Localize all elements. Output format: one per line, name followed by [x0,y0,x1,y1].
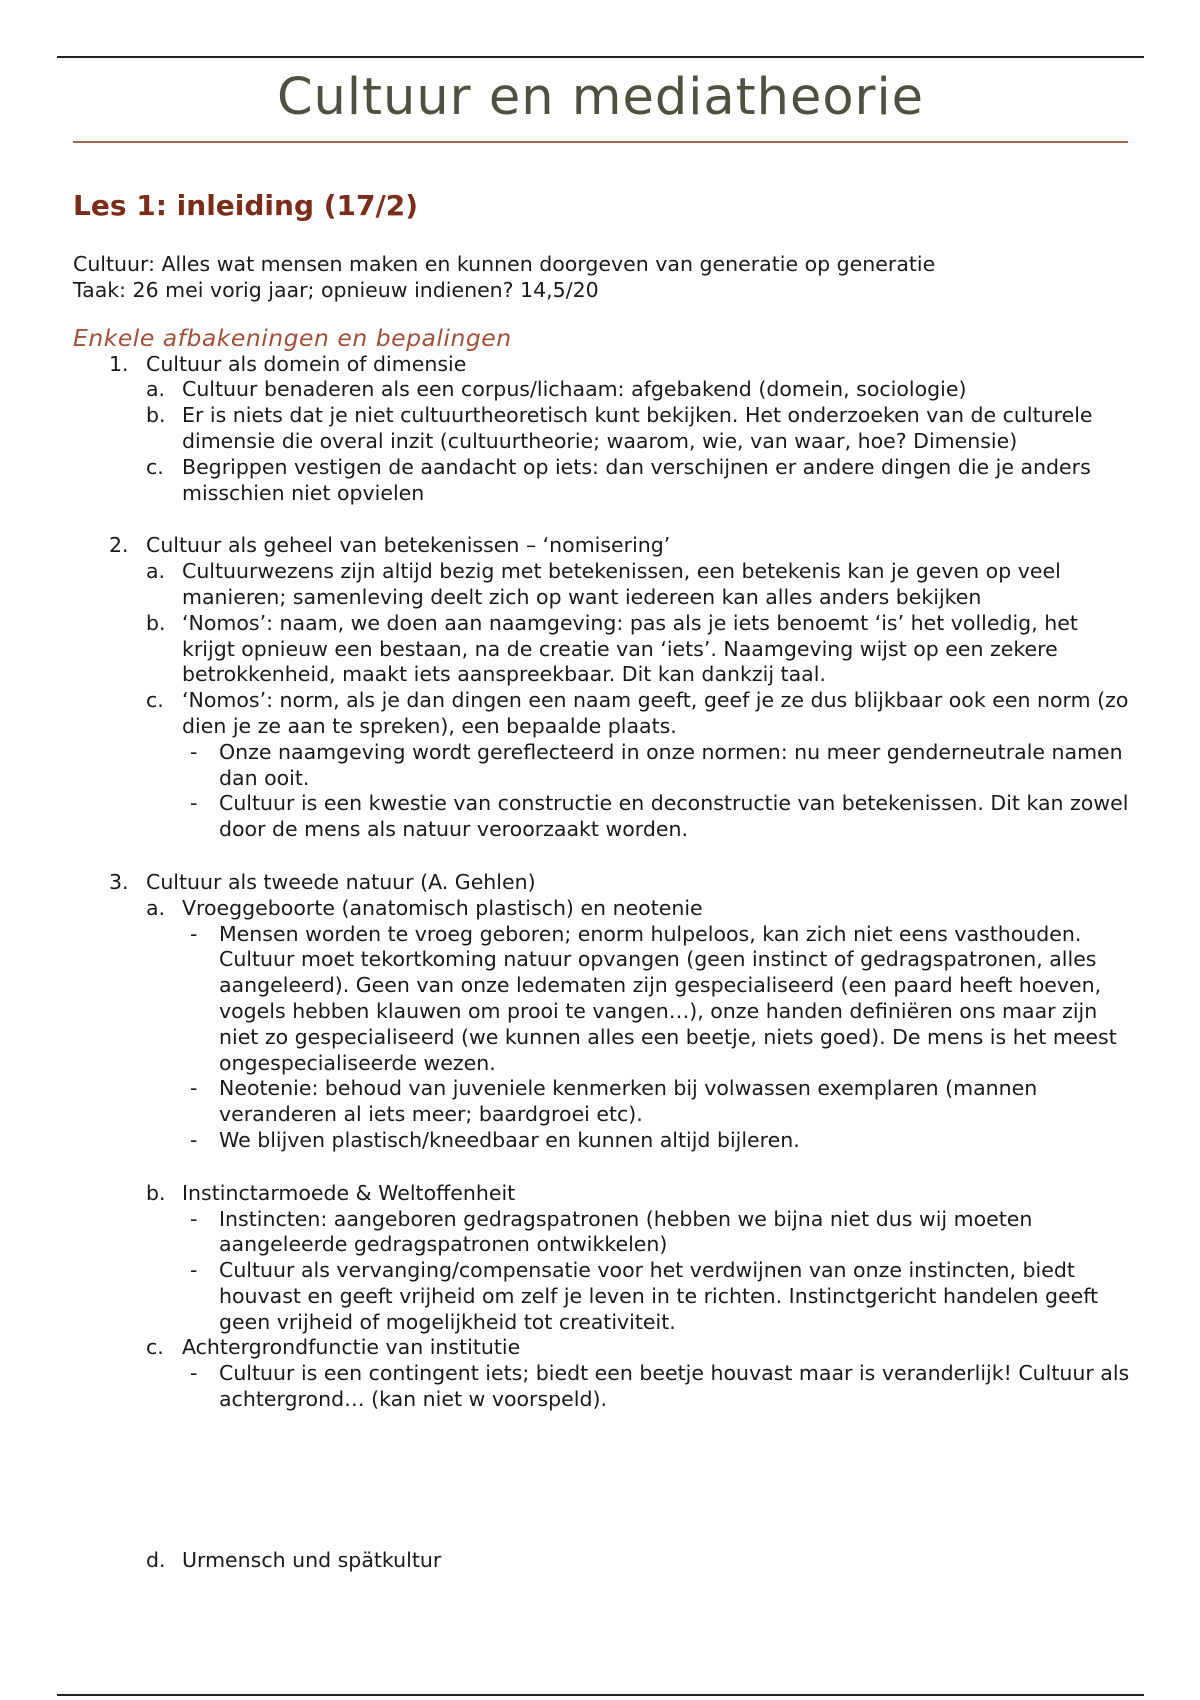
sub-letter: b. [146,610,166,635]
bullet-item [182,1258,1133,1335]
sub-letter: c. [146,454,164,479]
bullet-item [182,1361,1133,1413]
bullet-marker: - [190,1206,198,1231]
bullet-item [182,1128,1133,1154]
bullet-item [182,740,1133,792]
document-body [73,188,1133,1574]
title-underline [73,141,1128,143]
document-title: Cultuur en mediatheorie [276,68,925,127]
sub-letter: c. [146,688,164,713]
list-item [73,533,1133,843]
sub-text: Cultuur benaderen als een corpus/lichaam: afgebakend (domein, sociologie) [182,377,967,402]
bullet-item [182,1076,1133,1128]
sub-letter: c. [146,1335,164,1360]
section-heading: Les 1: inleiding (17/2) [73,189,419,222]
sub-text: Urmensch und spätkultur [182,1547,442,1572]
sub-list-item [146,559,1133,611]
sub-text: Achtergrondfunctie van institutie [182,1335,521,1360]
bullet-marker: - [190,1127,198,1152]
bullet-marker: - [190,791,198,816]
bullet-list [182,922,1133,1154]
sub-letter: a. [146,377,166,402]
bullet-list [182,1361,1133,1413]
bullet-text: Neotenie: behoud van juveniele kenmerken bij volwassen exemplaren (mannen veranderen al iets meer; baardgroei etc). [219,1076,1038,1127]
sub-list-item [146,688,1133,843]
bullet-list [182,740,1133,843]
bullet-text: Cultuur als vervanging/compensatie voor het verdwijnen van onze instincten, biedt houvast en geeft vrijheid om zelf je leven in te richten. Instinctgericht handelen geeft geen vrijheid of mogelijkheid tot creativiteit. [219,1258,1099,1334]
sub-list-item [146,455,1133,507]
bullet-marker: - [190,739,198,764]
sub-letter: a. [146,559,166,584]
sub-text: ‘Nomos’: naam, we doen aan naamgeving: pas als je iets benoemt ‘is’ het volledig, het krijgt opnieuw een bestaan, na de creatie van ‘iets’. Naamgeving wijst op een zekere betrokkenheid, maakt iets aanspreekbaar. Dit kan dankzij taal. [182,610,1078,687]
sub-text: Vroeggeboorte (anatomisch plastisch) en neotenie [182,895,703,920]
bullet-text: Cultuur is een contingent iets; biedt een beetje houvast maar is veranderlijk! Cultuur als achtergrond… (kan niet w voorspeld). [219,1361,1130,1412]
bullet-list [182,1207,1133,1336]
bullet-marker: - [190,1361,198,1386]
sub-text: Cultuurwezens zijn altijd bezig met betekenissen, een betekenis kan je geven op veel manieren; samenleving deelt zich op want iedereen kan alles anders bekijken [182,559,1061,609]
sub-letter: d. [146,1547,166,1572]
bullet-marker: - [190,1076,198,1101]
sub-letter: a. [146,895,166,920]
bullet-item [182,1207,1133,1259]
list-item-label: Cultuur als geheel van betekenissen – ‘nomisering’ [146,533,671,558]
bullet-marker: - [190,921,198,946]
sub-list [146,896,1133,1574]
sub-text: Instinctarmoede & Weltoffenheit [182,1180,516,1205]
bullet-text: Instincten: aangeboren gedragspatronen (hebben we bijna niet dus wij moeten aangeleerde gedragspatronen ontwikkelen) [219,1206,1033,1257]
sub-letter: b. [146,403,166,428]
list-number: 2. [109,533,129,558]
page-bottom-rule [57,1694,1144,1696]
page-top-rule [57,56,1144,58]
sub-list-item [146,1335,1133,1412]
sub-list-item [146,1548,1133,1574]
list-item [73,870,1133,1574]
list-number: 1. [109,351,129,376]
bullet-text: Mensen worden te vroeg geboren; enorm hulpeloos, kan zich niet eens vasthouden. Cultuur moet tekortkoming natuur opvangen (geen instinct of gedragspatronen, alles aangeleerd). Geen van onze ledematen zijn gespecialiseerd (een paard heeft hoeven, vogels hebben klauwen om prooi te vangen…), onze handen definiëren ons maar zijn niet zo gespecialiseerd (we kunnen alles een beetje, niets goed). De mens is het meest ongespecialiseerde wezen. [219,921,1117,1075]
sub-list [146,559,1133,843]
subsection-heading: Enkele afbakeningen en bepalingen [73,323,512,352]
list-number: 3. [109,869,129,894]
sub-text: Er is niets dat je niet cultuurtheoretisch kunt bekijken. Het onderzoeken van de culturele dimensie die overal inzit (cultuurtheorie; waarom, wie, van waar, hoe? Dimensie) [182,403,1093,453]
bullet-item [182,922,1133,1077]
list-item-label: Cultuur als tweede natuur (A. Gehlen) [146,869,536,894]
sub-list-item [146,403,1133,455]
list-item-label: Cultuur als domein of dimensie [146,351,467,376]
sub-letter: b. [146,1180,166,1205]
sub-text: ‘Nomos’: norm, als je dan dingen een naam geeft, geef je ze dus blijkbaar ook een norm (zo dien je ze aan te spreken), een bepaalde plaats. [182,688,1129,738]
bullet-marker: - [190,1258,198,1283]
bullet-item [182,791,1133,843]
sub-list-item [146,611,1133,688]
list-item [73,352,1133,507]
main-list [73,352,1133,1574]
intro-line: Cultuur: Alles wat mensen maken en kunnen doorgeven van generatie op generatie [73,252,936,276]
sub-list [146,377,1133,506]
bullet-text: We blijven plastisch/kneedbaar en kunnen altijd bijleren. [219,1127,800,1152]
intro-line: Taak: 26 mei vorig jaar; opnieuw indienen? 14,5/20 [73,277,599,302]
sub-list-item [146,1181,1133,1336]
sub-list-item [146,896,1133,1154]
bullet-text: Cultuur is een kwestie van constructie en deconstructie van betekenissen. Dit kan zowel door de mens als natuur veroorzaakt worden. [219,791,1129,842]
bullet-text: Onze naamgeving wordt gereflecteerd in onze normen: nu meer genderneutrale namen dan ooit. [219,739,1123,790]
sub-list-item [146,377,1133,403]
sub-text: Begrippen vestigen de aandacht op iets: dan verschijnen er andere dingen die je anders misschien niet opvielen [182,454,1091,505]
